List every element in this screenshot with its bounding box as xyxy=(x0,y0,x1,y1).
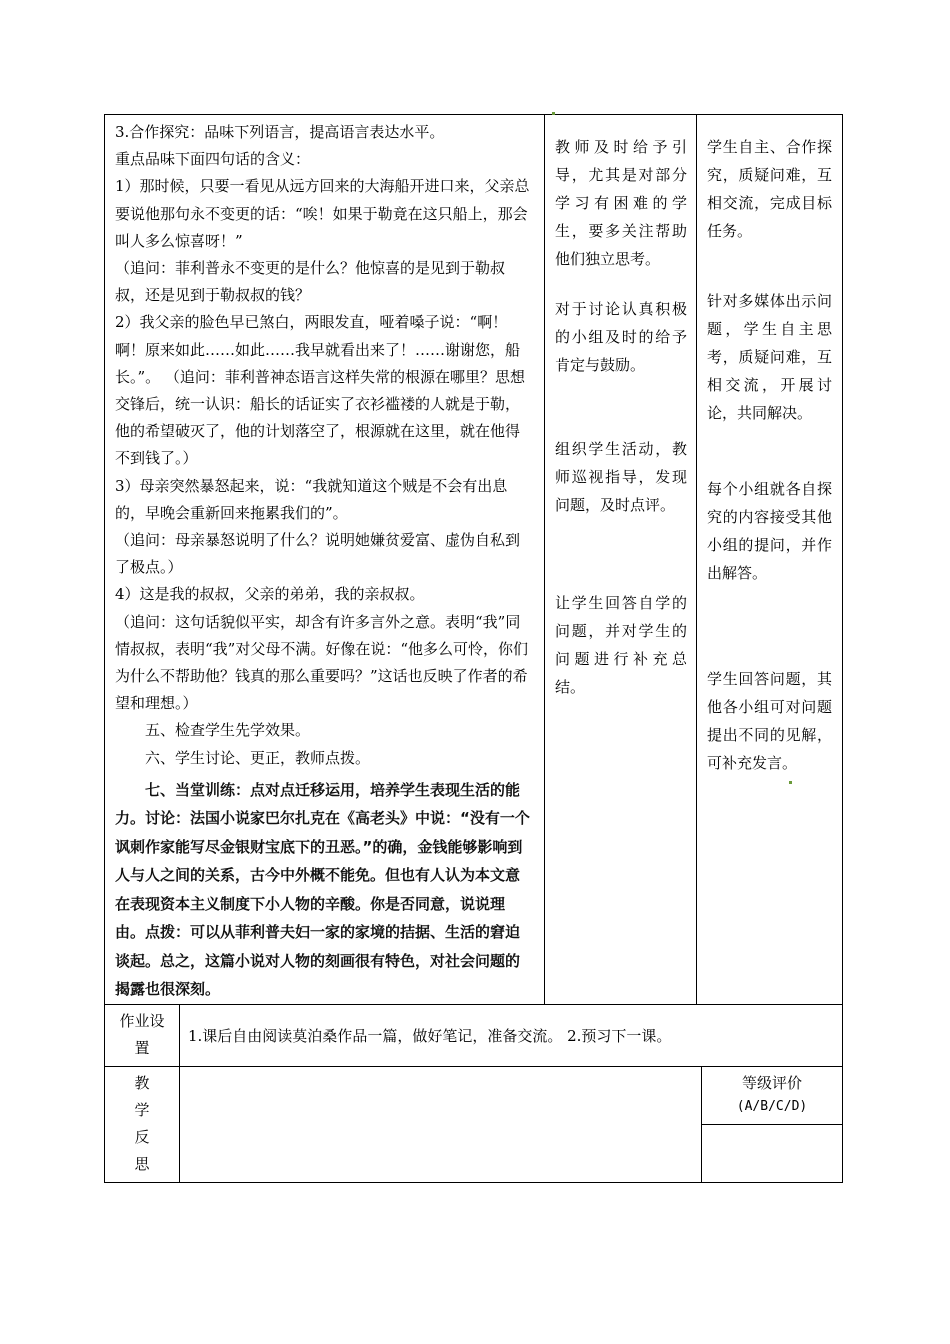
section-heading: 3.合作探究：品味下列语言，提高语言表达水平。 xyxy=(115,123,445,141)
grade-evaluation-cell xyxy=(702,1066,843,1124)
student-note-4: 学生回答问题，其他各小组可对问题提出不同的见解，可补充发言。 xyxy=(707,670,833,772)
step-seven-training: 七、当堂训练：点对点迁移运用，培养学生表现生活的能力。讨论：法国小说家巴尔扎克在《高老头》中说：“没有一个讽刺作家能写尽金银财宝底下的丑恶。”的确，金钱能够影响到人与人之间的关系，古今中外概不能免。但也有人认为本文意在表现资本主义制度下小人物的辛酸。你是否同意，说说理由。点拨：可以从菲利普夫妇一家的家境的拮据、生活的窘迫谈起。总之，这篇小说对人物的刻画很有特色，对社会问题的揭露也很深刻。 xyxy=(115,780,530,999)
reflection-label-char-3: 反 xyxy=(134,1128,150,1147)
student-note-2: 针对多媒体出示问题，学生自主思考，质疑问难，互相交流，开展讨论，共同解决。 xyxy=(707,292,833,422)
intro-text: 重点品味下面四句话的含义： xyxy=(115,150,311,169)
teacher-note-2: 对于讨论认真积极的小组及时的给予肯定与鼓励。 xyxy=(555,300,687,374)
followup-question-1: （追问：菲利普永不变更的是什么？他惊喜的是见到于勒叔叔，还是见到于勒叔叔的钱？ xyxy=(115,259,506,305)
student-note-1: 学生自主、合作探究，质疑问难，互相交流，完成目标任务。 xyxy=(707,138,833,240)
homework-label-line1: 作业设 xyxy=(119,1012,165,1031)
marker-dot xyxy=(552,112,555,115)
sentence-item-3: 3）母亲突然暴怒起来，说：“我就知道这个贼是不会有出息的，早晚会重新回来拖累我们的”。 xyxy=(115,476,508,522)
reflection-label xyxy=(105,1066,180,1182)
grade-options: (A/B/C/D) xyxy=(736,1099,808,1115)
followup-question-3: （追问：母亲暴怒说明了什么？说明她嫌贫爱富、虚伪自私到了极点。） xyxy=(115,531,521,577)
homework-label xyxy=(105,1004,180,1066)
student-activity-cell xyxy=(697,115,843,1005)
marker-dot xyxy=(789,781,792,784)
reflection-content[interactable] xyxy=(180,1066,702,1182)
reflection-row-top xyxy=(105,1066,843,1124)
followup-question-4: （追问：这句话貌似平实，却含有许多言外之意。表明“我”同情叔叔，表明“我”对父母不满。好像在说：“他多么可怜，你们为什么不帮助他？钱真的那么重要吗？”这话也反映了作者的希望和理想。） xyxy=(115,612,529,713)
activity-row xyxy=(105,115,843,1005)
homework-label-line2: 置 xyxy=(134,1039,150,1058)
sentence-item-1: 1）那时候，只要一看见从远方回来的大海船开进口来，父亲总要说他那句永不变更的话：“唉！如果于勒竟在这只船上，那会叫人多么惊喜呀！” xyxy=(115,177,530,250)
step-five: 五、检查学生先学效果。 xyxy=(145,721,311,740)
step-six: 六、学生讨论、更正，教师点拨。 xyxy=(145,748,371,767)
sentence-item-2: 2）我父亲的脸色早已煞白，两眼发直，哑着嗓子说：“啊！啊！原来如此……如此……我早就看出来了！……谢谢您，船长。”。 （追问：菲利普神态语言这样失常的根源在哪里？思想交锋后，统一认识：船长的话证实了衣衫褴褛的人就是于勒，他的希望破灭了，他的计划落空了，根源就在这里，就在他得不到钱了。） xyxy=(115,313,525,468)
teacher-note-1: 教师及时给予引导，尤其是对部分学习有困难的学生，要多关注帮助他们独立思考。 xyxy=(555,138,687,268)
teacher-activity-cell xyxy=(545,115,697,1005)
homework-content: 1.课后自由阅读莫泊桑作品一篇，做好笔记，准备交流。 2.预习下一课。 xyxy=(180,1004,843,1066)
main-content-cell xyxy=(105,115,545,1005)
sentence-item-4: 4）这是我的叔叔，父亲的弟弟，我的亲叔叔。 xyxy=(115,585,425,604)
reflection-label-char-2: 学 xyxy=(134,1101,150,1120)
student-note-3: 每个小组就各自探究的内容接受其他小组的提问，并作出解答。 xyxy=(707,480,833,582)
grade-label: 等级评价 xyxy=(742,1074,803,1093)
grade-value-cell[interactable] xyxy=(702,1124,843,1182)
reflection-label-char-4: 思 xyxy=(134,1155,150,1174)
teacher-note-4: 让学生回答自学的问题，并对学生的问题进行补充总结。 xyxy=(555,594,687,696)
homework-row xyxy=(105,1004,843,1066)
teacher-note-3: 组织学生活动，教师巡视指导，发现问题，及时点评。 xyxy=(555,440,687,514)
lesson-plan-table xyxy=(104,114,843,1183)
reflection-label-char-1: 教 xyxy=(134,1074,150,1093)
